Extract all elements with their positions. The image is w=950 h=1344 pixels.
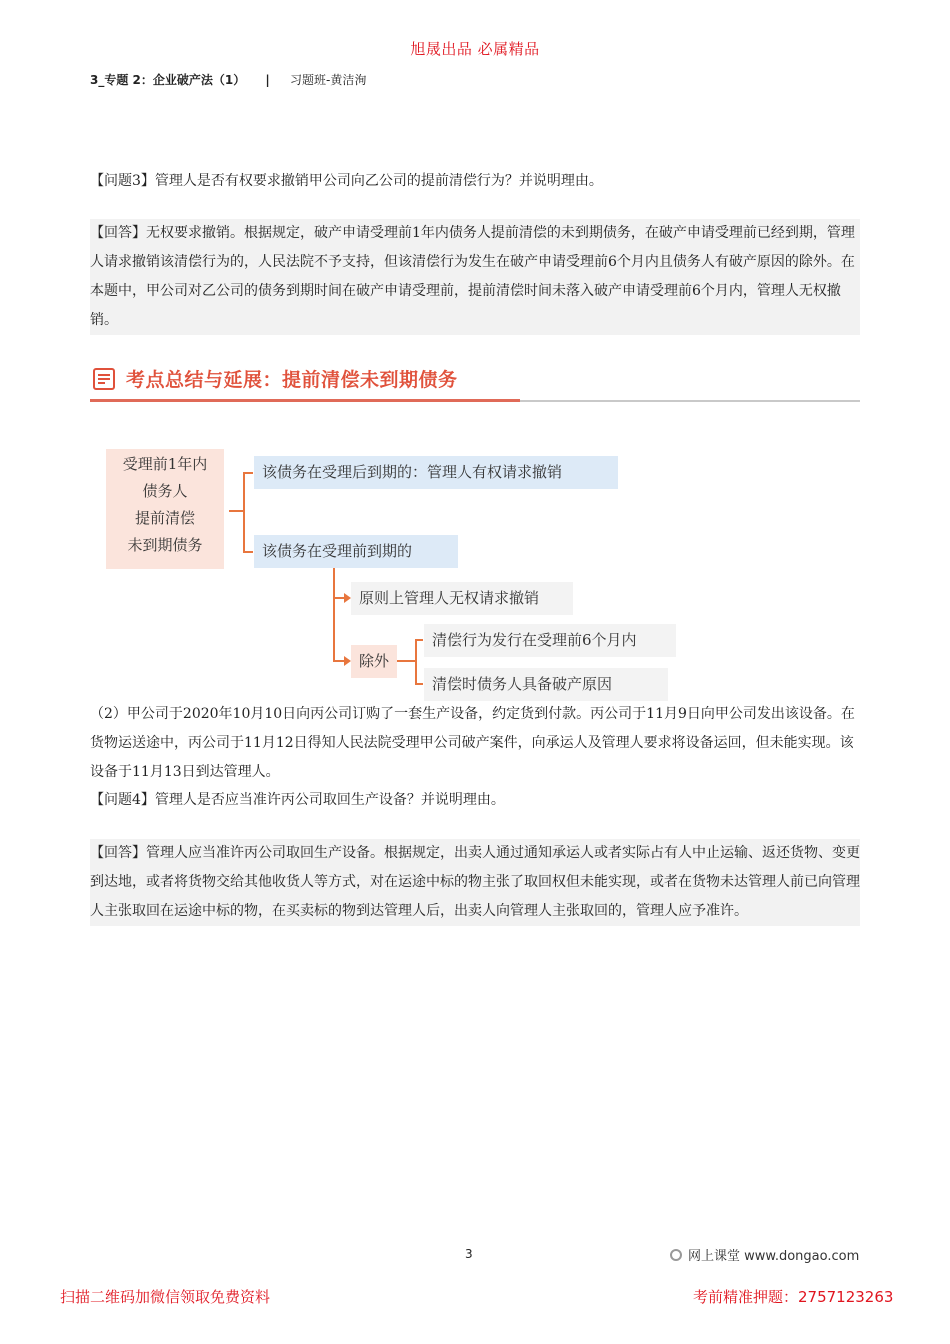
header-title: 3_专题 2：企业破产法（1）: [90, 73, 246, 87]
answer-4: 【回答】管理人应当准许丙公司取回生产设备。根据规定，出卖人通过通知承运人或者实际占有人中止运输、返还货物、变更到达地，或者将货物交给其他收货人等方式，对在运途中标的物主张了取回权但未能实现，或者在货物未达管理人前已向管理人主张取回在运途中标的物，在买卖标的物到达管理人后，出卖人向管理人主张取回的，管理人应予准许。: [90, 839, 860, 926]
section-divider-accent: [90, 399, 520, 402]
answer-3: 【回答】无权要求撤销。根据规定，破产申请受理前1年内债务人提前清偿的未到期债务，在破产申请受理前已经到期，管理人请求撤销该清偿行为的，人民法院不予支持，但该清偿行为发生在破产申请受理前6个月内且债务人有破产原因的除外。在本题中，甲公司对乙公司的债务到期时间在破产申请受理前，提前清偿时间未落入破产申请受理前6个月内，管理人无权撤销。: [90, 219, 860, 335]
logo-text: 网上课堂 www.dongao.com: [688, 1249, 860, 1264]
page-number: 3: [465, 1247, 473, 1261]
exception-condition-2: 清偿时债务人具备破产原因: [424, 668, 668, 701]
branch-after-acceptance: 该债务在受理后到期的：管理人有权请求撤销: [254, 456, 618, 489]
page-header: [90, 71, 366, 88]
section-title: 考点总结与延展：提前清偿未到期债务: [126, 369, 458, 391]
connector: [415, 639, 417, 685]
promo-right: 考前精准押题：2757123263: [693, 1288, 894, 1306]
root-line: 未到期债务: [127, 536, 203, 554]
connector: [415, 683, 423, 685]
connector: [243, 551, 253, 553]
header-subtitle: 习题班-黄洁洵: [290, 73, 367, 87]
mindmap-root: [106, 449, 224, 569]
brand-slogan: 旭晟出品 必属精品: [410, 40, 540, 58]
header-separator: |: [265, 73, 270, 87]
connector: [397, 660, 415, 662]
document-list-icon: [92, 367, 116, 391]
logo-icon: [670, 1249, 682, 1261]
arrow-icon: [344, 656, 351, 666]
connector: [415, 639, 423, 641]
promo-left: 扫描二维码加微信领取免费资料: [60, 1288, 271, 1306]
root-line: 债务人: [142, 482, 188, 500]
connector: [243, 472, 245, 552]
question-3: 【问题3】管理人是否有权要求撤销甲公司向乙公司的提前清偿行为？并说明理由。: [90, 173, 603, 189]
principle-no-revoke: 原则上管理人无权请求撤销: [351, 582, 573, 615]
connector: [243, 472, 253, 474]
root-line: 提前清偿: [134, 509, 195, 527]
connector: [229, 510, 243, 512]
footer-logo: [670, 1245, 859, 1264]
arrow-icon: [344, 593, 351, 603]
exception-condition-1: 清偿行为发行在受理前6个月内: [424, 624, 676, 657]
case-2: （2）甲公司于2020年10月10日向丙公司订购了一套生产设备，约定货到付款。丙公司于11月9日向甲公司发出该设备。在货物运送途中，丙公司于11月12日得知人民法院受理甲公司破产案件，向承运人及管理人要求将设备运回，但未能实现。该设备于11月13日到达管理人。: [90, 706, 855, 780]
branch-before-acceptance: 该债务在受理前到期的: [254, 535, 458, 568]
question-4: 【问题4】管理人是否应当准许丙公司取回生产设备？并说明理由。: [90, 792, 505, 808]
root-line: 受理前1年内: [122, 455, 208, 473]
connector: [333, 568, 335, 661]
exception-node: 除外: [351, 645, 397, 678]
